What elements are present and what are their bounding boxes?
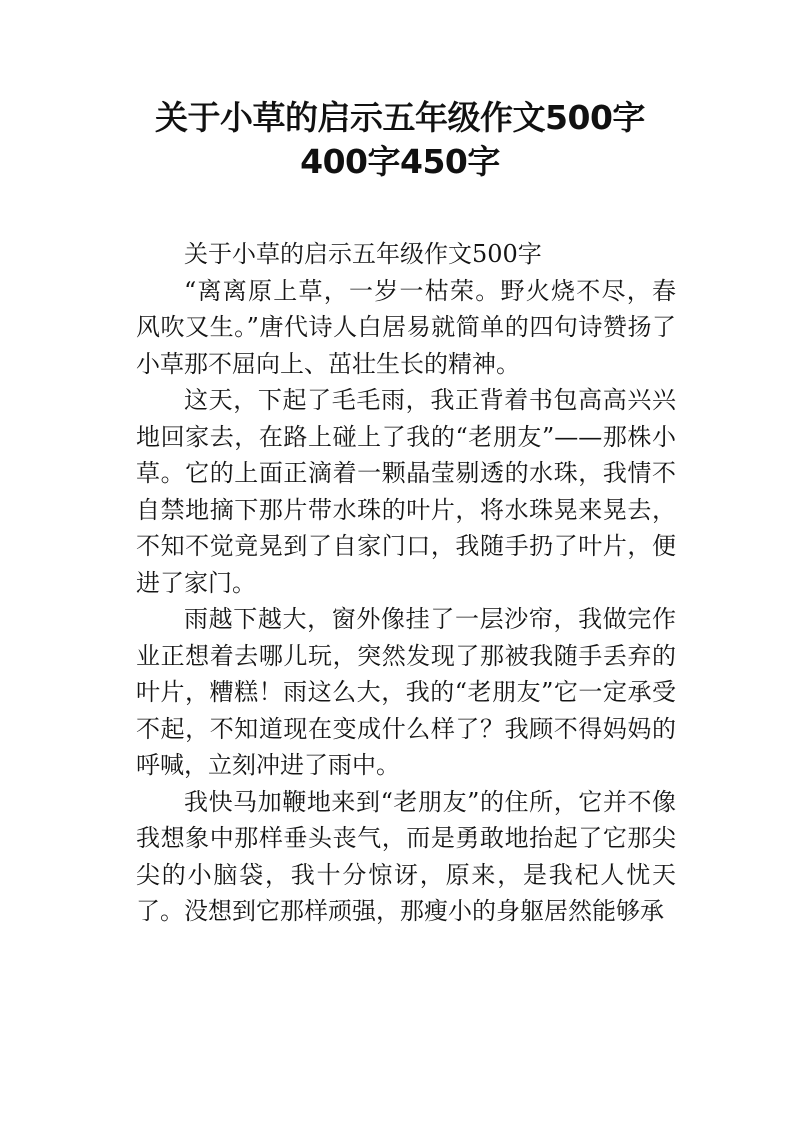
title-line-1: 关于小草的启示五年级作文500字 xyxy=(155,98,645,137)
paragraph-drizzle: 这天，下起了毛毛雨，我正背着书包高高兴兴地回家去，在路上碰上了我的“老朋友”——那株小草。它的上面正滴着一颗晶莹剔透的水珠，我情不自禁地摘下那片带水珠的叶片，将水珠晃来晃去，不知不觉竟晃到了自家门口，我随手扔了叶片，便进了家门。 xyxy=(136,386,676,597)
document-body xyxy=(136,236,676,930)
paragraph-poem-intro: “离离原上草，一岁一枯荣。野火烧不尽，春风吹又生。”唐代诗人白居易就简单的四句诗赞扬了小草那不屈向上、茁壮生长的精神。 xyxy=(136,276,676,378)
essay-subtitle: 关于小草的启示五年级作文500字 xyxy=(184,240,542,268)
paragraph-heavy-rain: 雨越下越大，窗外像挂了一层沙帘，我做完作业正想着去哪儿玩，突然发现了那被我随手丢弃的叶片，糟糕！雨这么大，我的“老朋友”它一定承受不起，不知道现在变成什么样了？我顾不得妈妈的呼喊，立刻冲进了雨中。 xyxy=(136,605,676,779)
title-line-2: 400字450字 xyxy=(300,142,500,181)
paragraph-grass-brave: 我快马加鞭地来到“老朋友”的住所，它并不像我想象中那样垂头丧气，而是勇敢地抬起了它那尖尖的小脑袋，我十分惊讶，原来，是我杞人忧天了。没想到它那样顽强，那瘦小的身躯居然能够承 xyxy=(136,787,676,925)
document-title xyxy=(0,96,800,184)
